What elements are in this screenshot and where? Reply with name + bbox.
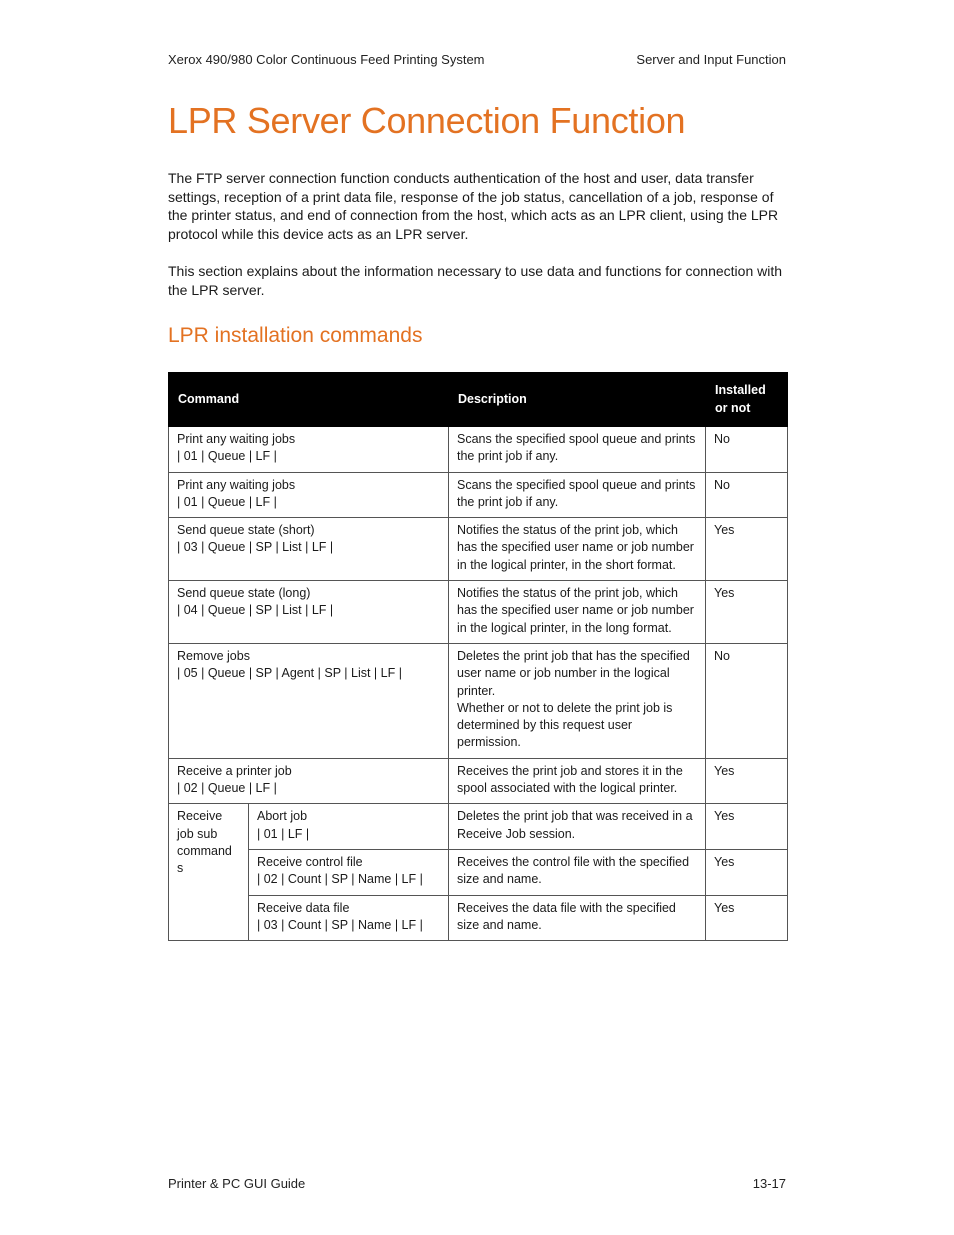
section-heading: LPR installation commands xyxy=(168,324,423,347)
description-text: Deletes the print job that has the specified user name or job number in the logical printer. xyxy=(457,648,690,698)
page-number: 13-17 xyxy=(752,1176,786,1191)
description-cell: Receives the control file with the specified size and name. xyxy=(449,849,706,895)
installed-cell: No xyxy=(706,427,788,473)
table-row xyxy=(169,518,788,581)
installed-cell: Yes xyxy=(706,518,788,581)
running-footer xyxy=(168,1176,786,1191)
command-name: Abort job xyxy=(257,809,308,824)
command-name: Print any waiting jobs xyxy=(177,477,296,492)
description-cell: Scans the specified spool queue and prints the print job if any. xyxy=(449,472,706,518)
command-name: Remove jobs xyxy=(177,648,250,663)
subcommand-group-label: Receive job sub command s xyxy=(169,804,249,941)
description-cell: Notifies the status of the print job, which has the specified user name or job number in the logical printer, in the long format. xyxy=(449,581,706,644)
table-row xyxy=(169,643,788,758)
command-code: | 04 | Queue | SP | List | LF | xyxy=(177,603,334,618)
command-name: Receive data file xyxy=(257,900,350,915)
table-row xyxy=(169,849,788,895)
header-section-name: Server and Input Function xyxy=(636,52,786,67)
column-header-description: Description xyxy=(449,373,706,427)
description-cell: Scans the specified spool queue and prints the print job if any. xyxy=(449,427,706,473)
installed-header-line1: Installed xyxy=(715,383,766,398)
column-header-command: Command xyxy=(169,373,449,427)
command-name: Send queue state (long) xyxy=(177,586,311,601)
command-name: Print any waiting jobs xyxy=(177,432,296,446)
installed-header-line2: or not xyxy=(715,400,751,415)
description-cell: Deletes the print job that was received in a Receive Job session. xyxy=(449,804,706,850)
description-cell: Notifies the status of the print job, which has the specified user name or job number in the logical printer, in the short format. xyxy=(449,518,706,581)
installed-cell: Yes xyxy=(706,804,788,850)
installed-cell: No xyxy=(706,643,788,758)
command-cell xyxy=(249,895,449,941)
description-note: Whether or not to delete the print job is determined by this request user permission. xyxy=(457,700,673,750)
command-code: | 02 | Queue | LF | xyxy=(177,781,277,796)
table-row xyxy=(169,804,788,850)
command-name: Send queue state (short) xyxy=(177,523,315,538)
description-cell xyxy=(449,643,706,758)
command-cell xyxy=(249,804,449,850)
footer-guide-name: Printer & PC GUI Guide xyxy=(168,1176,306,1191)
command-cell xyxy=(169,643,449,758)
intro-paragraph: The FTP server connection function conducts authentication of the host and user, data transfer settings, reception of a print data file, response of the job status, cancellation of a job, response of the printer status, and end of connection from the host, which acts as an LPR client, using the LPR protocol while this device acts as an LPR server. xyxy=(168,170,779,242)
command-code: | 05 | Queue | SP | Agent | SP | List | LF | xyxy=(177,666,402,681)
command-name: Receive control file xyxy=(257,854,363,869)
description-cell: Receives the print job and stores it in the spool associated with the logical printer. xyxy=(449,758,706,804)
command-code: | 03 | Count | SP | Name | LF | xyxy=(257,917,423,932)
header-doc-title: Xerox 490/980 Color Continuous Feed Printing System xyxy=(168,52,485,67)
installed-cell: Yes xyxy=(706,581,788,644)
lpr-commands-table xyxy=(168,372,788,941)
command-code: | 01 | Queue | LF | xyxy=(177,494,277,509)
command-code: | 02 | Count | SP | Name | LF | xyxy=(257,872,423,887)
running-header xyxy=(168,52,786,67)
installed-cell: No xyxy=(706,472,788,518)
command-code: | 01 | LF | xyxy=(257,826,310,841)
table-row xyxy=(169,581,788,644)
command-cell xyxy=(169,472,449,518)
command-cell xyxy=(249,849,449,895)
table-header-row xyxy=(169,373,788,427)
table-row xyxy=(169,895,788,941)
command-code: | 03 | Queue | SP | List | LF | xyxy=(177,540,334,555)
table-row xyxy=(169,427,788,473)
page-title: LPR Server Connection Function xyxy=(168,100,686,141)
command-cell xyxy=(169,758,449,804)
table-row xyxy=(169,758,788,804)
table-row xyxy=(169,472,788,518)
installed-cell: Yes xyxy=(706,895,788,941)
installed-cell: Yes xyxy=(706,849,788,895)
command-cell xyxy=(169,518,449,581)
command-code: | 01 | Queue | LF | xyxy=(177,449,277,464)
scope-paragraph: This section explains about the information necessary to use data and functions for connection with the LPR server. xyxy=(168,263,783,298)
command-name: Receive a printer job xyxy=(177,763,292,778)
column-header-installed xyxy=(706,373,788,427)
installed-cell: Yes xyxy=(706,758,788,804)
description-cell: Receives the data file with the specified size and name. xyxy=(449,895,706,941)
command-cell xyxy=(169,581,449,644)
command-cell xyxy=(169,427,449,473)
